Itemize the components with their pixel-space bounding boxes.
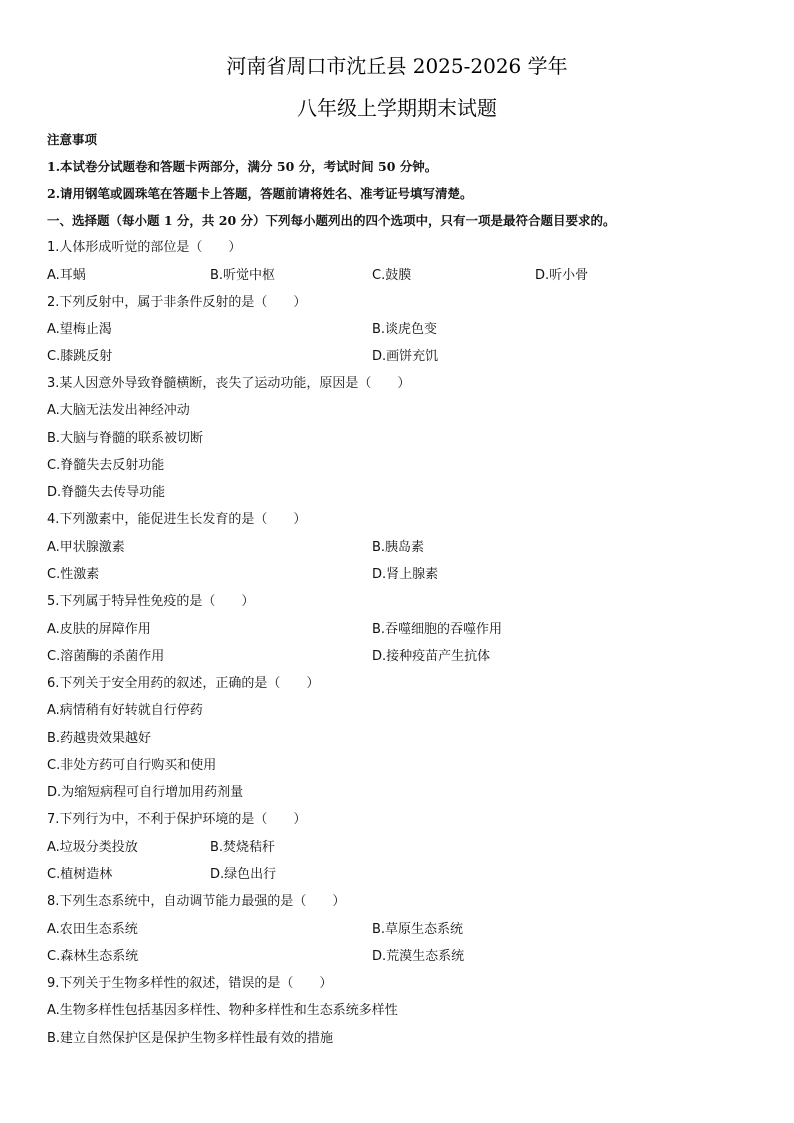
question-option: A.病情稍有好转就自行停药	[47, 703, 203, 718]
question-stem: 9.下列关于生物多样性的叙述，错误的是（ ）	[47, 976, 333, 991]
question-option: D.听小骨	[535, 268, 589, 283]
question-stem: 3.某人因意外导致脊髓横断，丧失了运动功能，原因是（ ）	[47, 376, 411, 391]
question-option: C.性激素	[47, 567, 100, 582]
question-option: C.森林生态系统	[47, 949, 139, 964]
question-option: D.为缩短病程可自行增加用药剂量	[47, 785, 244, 800]
question-option: D.画饼充饥	[372, 349, 439, 364]
question-option: A.大脑无法发出神经冲动	[47, 403, 190, 418]
notes-item: 2.请用钢笔或圆珠笔在答题卡上答题，答题前请将姓名、准考证号填写清楚。	[47, 186, 473, 201]
question-stem: 4.下列激素中，能促进生长发育的是（ ）	[47, 512, 307, 527]
question-option: D.荒漠生态系统	[372, 949, 465, 964]
question-option: B.建立自然保护区是保护生物多样性最有效的措施	[47, 1031, 334, 1046]
question-option: C.脊髓失去反射功能	[47, 458, 165, 473]
question-option: D.绿色出行	[210, 867, 277, 882]
question-option: D.肾上腺素	[372, 567, 439, 582]
question-option: B.吞噬细胞的吞噬作用	[372, 622, 503, 637]
question-option: B.草原生态系统	[372, 922, 464, 937]
question-option: A.生物多样性包括基因多样性、物种多样性和生态系统多样性	[47, 1003, 398, 1018]
section-heading: 一、选择题（每小题 1 分，共 20 分）下列每小题列出的四个选项中，只有一项是最符合题目要求的。	[47, 213, 616, 228]
question-stem: 8.下列生态系统中，自动调节能力最强的是（ ）	[47, 894, 346, 909]
question-option: A.耳蜗	[47, 268, 86, 283]
question-stem: 7.下列行为中，不利于保护环境的是（ ）	[47, 812, 307, 827]
question-option: B.听觉中枢	[210, 268, 276, 283]
question-option: C.溶菌酶的杀菌作用	[47, 649, 165, 664]
question-option: B.大脑与脊髓的联系被切断	[47, 431, 204, 446]
question-stem: 5.下列属于特异性免疫的是（ ）	[47, 594, 255, 609]
question-option: B.焚烧秸秆	[210, 840, 276, 855]
question-option: C.膝跳反射	[47, 349, 113, 364]
question-option: B.药越贵效果越好	[47, 731, 152, 746]
question-option: C.非处方药可自行购买和使用	[47, 758, 217, 773]
question-option: C.植树造林	[47, 867, 113, 882]
question-stem: 1.人体形成听觉的部位是（ ）	[47, 240, 242, 255]
question-option: A.垃圾分类投放	[47, 840, 138, 855]
question-option: B.谈虎色变	[372, 322, 438, 337]
question-stem: 2.下列反射中，属于非条件反射的是（ ）	[47, 295, 307, 310]
question-option: A.甲状腺激素	[47, 540, 125, 555]
question-option: C.鼓膜	[372, 268, 412, 283]
notes-item: 1.本试卷分试题卷和答题卡两部分，满分 50 分，考试时间 50 分钟。	[47, 159, 438, 174]
exam-title: 河南省周口市沈丘县 2025-2026 学年	[226, 54, 568, 78]
question-option: A.农田生态系统	[47, 922, 138, 937]
exam-subtitle: 八年级上学期期末试题	[297, 96, 497, 120]
question-option: A.皮肤的屏障作用	[47, 622, 151, 637]
question-stem: 6.下列关于安全用药的叙述，正确的是（ ）	[47, 676, 320, 691]
notes-heading: 注意事项	[47, 132, 98, 147]
question-option: B.胰岛素	[372, 540, 425, 555]
question-option: D.脊髓失去传导功能	[47, 485, 166, 500]
question-option: A.望梅止渴	[47, 322, 112, 337]
question-option: D.接种疫苗产生抗体	[372, 649, 491, 664]
